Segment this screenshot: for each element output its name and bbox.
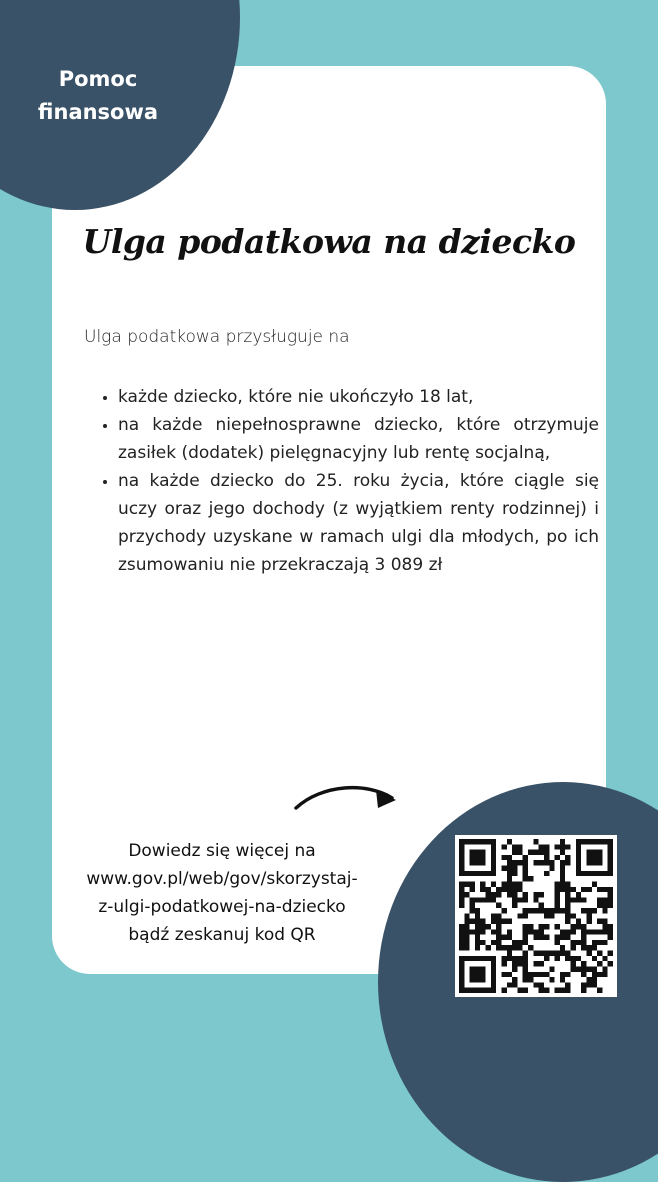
eligibility-list (93, 383, 599, 579)
intro-text: Ulga podatkowa przysługuje na (84, 327, 350, 347)
page-title: Ulga podatkowa na dziecko (82, 222, 576, 261)
category-badge-label: Pomoc finansowa (37, 67, 159, 124)
list-item: • na każde dziecko do 25. roku życia, które ciągle się uczy oraz jego dochody (z wyjątkiem renty rodzinnej) i przychody uzyskane w ramach ulgi dla młodych, po ich zsumowaniu nie przekraczają 3 089 zł (118, 467, 599, 579)
more-info-text: Dowiedz się więcej na www.gov.pl/web/gov/skorzystaj- z-ulgi-podatkowej-na-dziecko bądź zeskanuj kod QR (56, 837, 388, 949)
qr-code-icon[interactable] (455, 835, 617, 997)
info-link[interactable]: www.gov.pl/web/gov/skorzystaj- (86, 869, 358, 889)
info-link-continued[interactable]: z-ulgi-podatkowej-na-dziecko (98, 897, 346, 917)
list-item: • na każde niepełnosprawne dziecko, które otrzymuje zasiłek (dodatek) pielęgnacyjny lub rentę socjalną, (118, 411, 599, 467)
list-item: • każde dziecko, które nie ukończyło 18 lat, (118, 383, 599, 411)
curved-arrow-right-icon (292, 780, 402, 812)
